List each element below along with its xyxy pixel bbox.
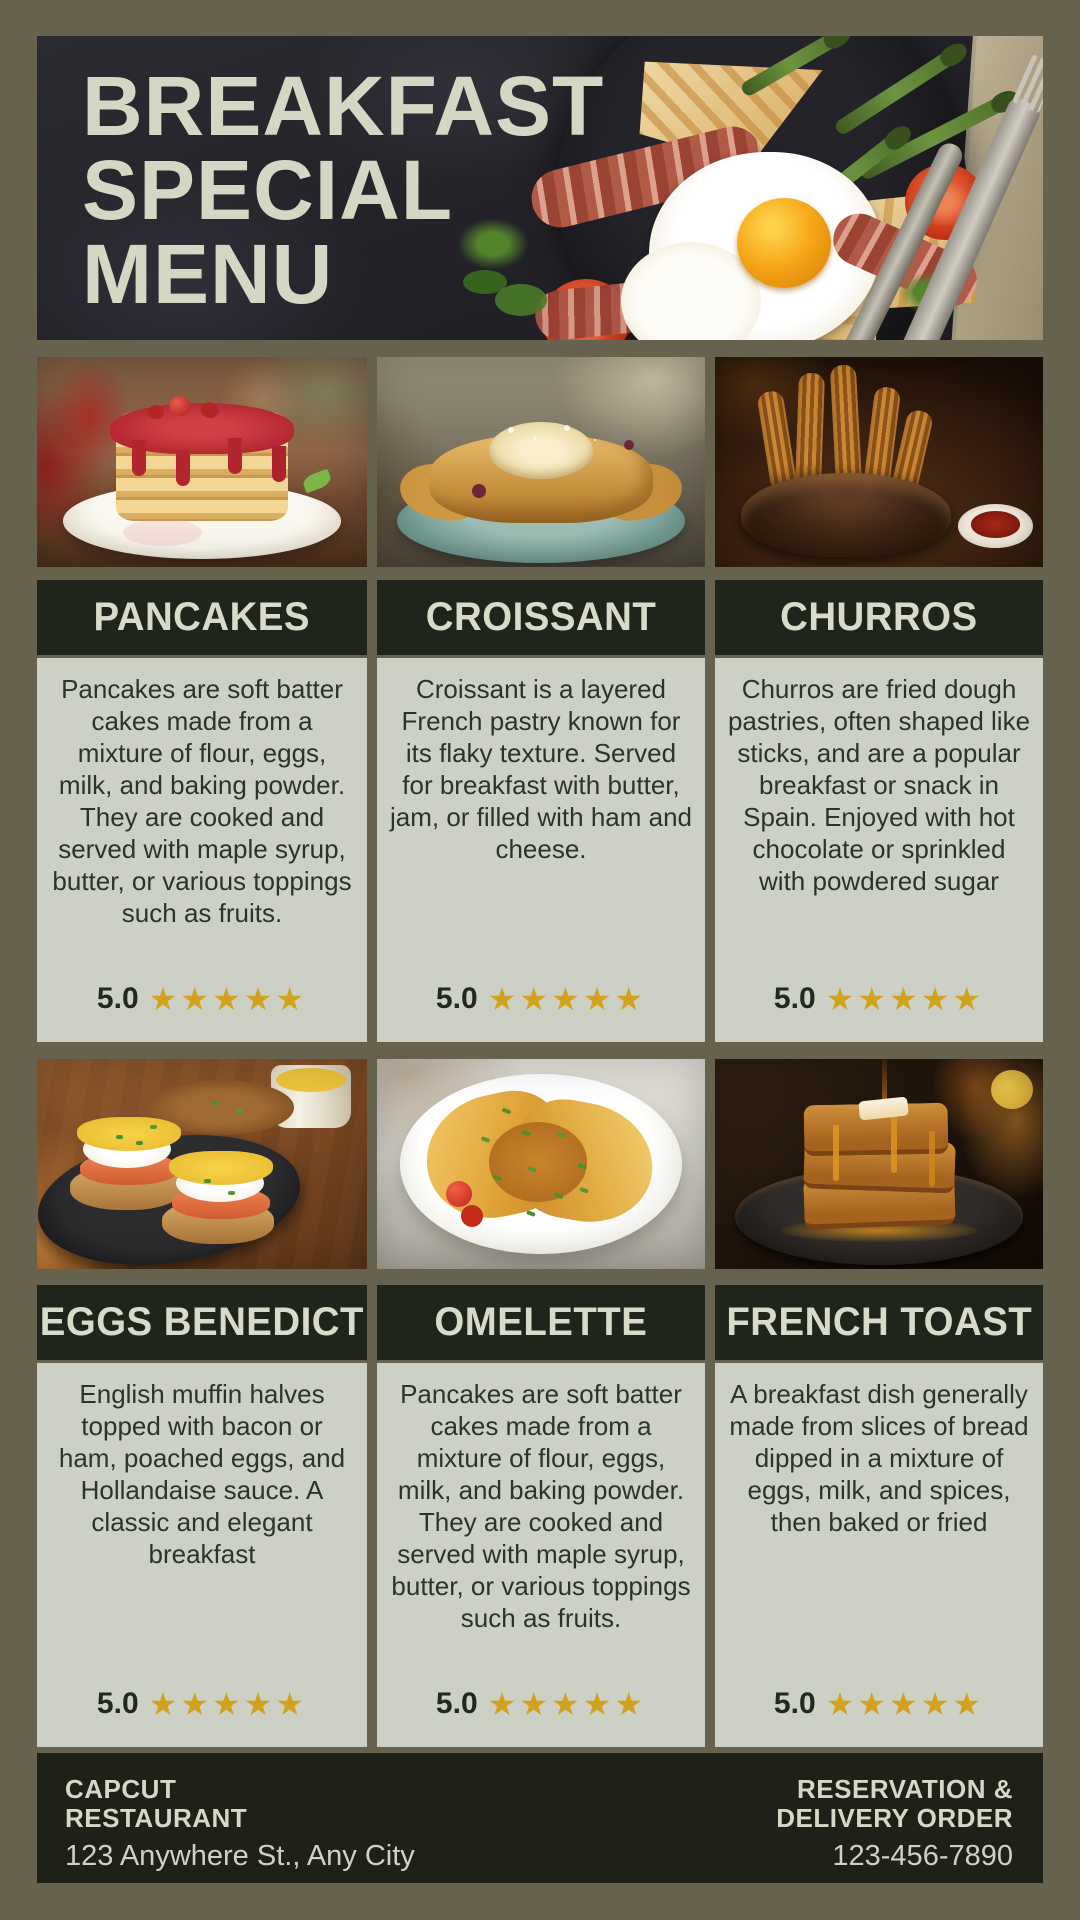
rating-score: 5.0 <box>435 982 478 1015</box>
item-description: A breakfast dish generally made from slices of bread dipped in a mixture of eggs, milk, and spices, then baked or fried <box>729 1379 1029 1537</box>
item-description: English muffin halves topped with bacon or ham, poached eggs, and Hollandaise sauce. A classic and elegant breakfast <box>58 1379 346 1569</box>
restaurant-info <box>37 1753 415 1883</box>
item-card <box>37 1363 367 1747</box>
star-icons: ★★★★★ <box>148 1686 308 1722</box>
item-rating <box>377 1685 705 1723</box>
lemon-shape <box>991 1070 1034 1110</box>
skillet-shape <box>37 1119 308 1269</box>
item-title-bar <box>37 1285 367 1360</box>
item-card <box>715 1363 1043 1747</box>
strawberry-syrup-shape <box>110 403 295 453</box>
churro-stick-shape <box>889 408 934 498</box>
cream-filling-shape <box>489 422 594 479</box>
omelette-fold-shape <box>415 1082 575 1230</box>
syrup-drip-shape <box>833 1125 839 1181</box>
poached-egg-shape <box>176 1164 264 1202</box>
cherry-tomato-shape <box>446 1181 472 1207</box>
muffin-shape <box>70 1166 182 1210</box>
omelette-center-shape <box>489 1122 587 1202</box>
item-title-bar <box>377 580 705 655</box>
herb-specks-shape <box>116 1135 123 1139</box>
poached-egg-shape <box>83 1130 171 1168</box>
banner-title-line3: MENU <box>82 227 334 321</box>
churro-stick-shape <box>795 373 825 488</box>
menu-column-1 <box>37 357 367 1761</box>
banner-title-line2: SPECIAL <box>82 143 454 237</box>
item-title: CROISSANT <box>425 595 657 639</box>
dipping-sauce-shape <box>958 504 1033 548</box>
bowl-shape <box>741 473 951 557</box>
banner-title-line1: BREAKFAST <box>82 59 605 153</box>
item-description: Churros are fried dough pastries, often shaped like sticks, and are a popular breakfast or snack in Spain. Enjoyed with hot chocolate or sprinkled with powdered sugar <box>727 674 1031 896</box>
toast-slice-shape <box>803 1138 956 1194</box>
strawberry-topping-shape <box>169 396 191 416</box>
reservation-info <box>776 1753 1043 1883</box>
banner <box>37 36 1043 340</box>
banner-title <box>82 59 605 321</box>
chive-specks-shape <box>501 1108 511 1115</box>
star-icons: ★★★★★ <box>825 981 985 1017</box>
item-card <box>715 658 1043 1042</box>
item-rating <box>715 980 1043 1018</box>
rating-score: 5.0 <box>96 1687 139 1720</box>
item-title: PANCAKES <box>93 595 311 639</box>
toast-slice-shape <box>803 1173 956 1229</box>
butter-shape <box>858 1096 909 1120</box>
croissant-end-shape <box>395 455 488 528</box>
plate-shape <box>735 1168 1024 1265</box>
item-title-bar <box>715 1285 1043 1360</box>
photo-omelette <box>377 1059 705 1269</box>
croissant-body-shape <box>429 435 652 523</box>
muffin-shape <box>162 1200 274 1244</box>
powdered-sugar-shape <box>508 427 514 433</box>
item-rating <box>37 1685 367 1723</box>
photo-croissant <box>377 357 705 567</box>
restaurant-address: 123 Anywhere St., Any City <box>65 1840 415 1872</box>
mint-leaf-shape <box>301 469 333 494</box>
menu-grid <box>37 357 1043 1761</box>
cream-blob-shape <box>123 519 202 546</box>
plate-shape <box>397 479 686 563</box>
omelette-fold-shape <box>506 1092 662 1232</box>
photo-churros <box>715 357 1043 567</box>
toast-slice-shape <box>803 1103 948 1157</box>
item-title: FRENCH TOAST <box>726 1300 1032 1344</box>
churro-stick-shape <box>830 365 862 490</box>
reservation-phone: 123-456-7890 <box>832 1840 1013 1872</box>
egg-yolk-shape <box>737 198 831 288</box>
restaurant-name-line1: CAPCUT <box>65 1774 177 1804</box>
rating-score: 5.0 <box>773 982 816 1015</box>
syrup-pool-shape <box>781 1219 978 1242</box>
berry-shape <box>472 484 486 498</box>
hollandaise-shape <box>169 1151 273 1185</box>
star-icons: ★★★★★ <box>487 1686 647 1722</box>
wood-board-shape <box>149 1080 294 1135</box>
pancake-stack-shape <box>116 412 288 521</box>
rating-score: 5.0 <box>435 1687 478 1720</box>
item-title-bar <box>377 1285 705 1360</box>
hollandaise-shape <box>77 1117 181 1151</box>
menu-column-2 <box>377 357 705 1761</box>
item-card <box>377 1363 705 1747</box>
churro-stick-shape <box>757 390 798 493</box>
item-title: CHURROS <box>780 595 978 639</box>
photo-french-toast <box>715 1059 1043 1269</box>
syrup-stream-shape <box>882 1059 887 1143</box>
item-description: Croissant is a layered French pastry known for its flaky texture. Served for breakfast with butter, jam, or filled with ham and cheese. <box>389 674 693 864</box>
item-title: EGGS BENEDICT <box>39 1300 365 1344</box>
star-icons: ★★★★★ <box>148 981 308 1017</box>
item-title-bar <box>37 580 367 655</box>
item-rating <box>377 980 705 1018</box>
menu-column-3 <box>715 357 1043 1761</box>
item-title-bar <box>715 580 1043 655</box>
photo-eggs-benedict <box>37 1059 367 1269</box>
star-icons: ★★★★★ <box>825 1686 985 1722</box>
item-description: Pancakes are soft batter cakes made from a mixture of flour, eggs, milk, and baking powder. They are cooked and served with maple syrup, butter, or various toppings such as fruits. <box>52 674 352 928</box>
reservation-line1: RESERVATION & <box>797 1774 1013 1804</box>
rating-score: 5.0 <box>773 1687 816 1720</box>
churro-stick-shape <box>863 386 901 492</box>
footer <box>37 1753 1043 1883</box>
item-card <box>377 658 705 1042</box>
rating-score: 5.0 <box>96 982 139 1015</box>
item-card <box>37 658 367 1042</box>
plate-shape <box>400 1074 682 1255</box>
salmon-shape <box>172 1187 270 1219</box>
item-description: Pancakes are soft batter cakes made from a mixture of flour, eggs, milk, and baking powder. They are cooked and served with maple syrup, butter, or various toppings such as fruits. <box>391 1379 691 1633</box>
plate-shape <box>63 483 340 559</box>
restaurant-name-line2: RESTAURANT <box>65 1803 248 1833</box>
salmon-shape <box>80 1153 178 1185</box>
item-rating <box>715 1685 1043 1723</box>
photo-pancakes <box>37 357 367 567</box>
star-icons: ★★★★★ <box>487 981 647 1017</box>
item-title: OMELETTE <box>434 1300 648 1344</box>
ramekin-shape <box>271 1065 350 1128</box>
item-rating <box>37 980 367 1018</box>
croissant-end-shape <box>595 455 688 528</box>
reservation-line2: DELIVERY ORDER <box>776 1803 1013 1833</box>
